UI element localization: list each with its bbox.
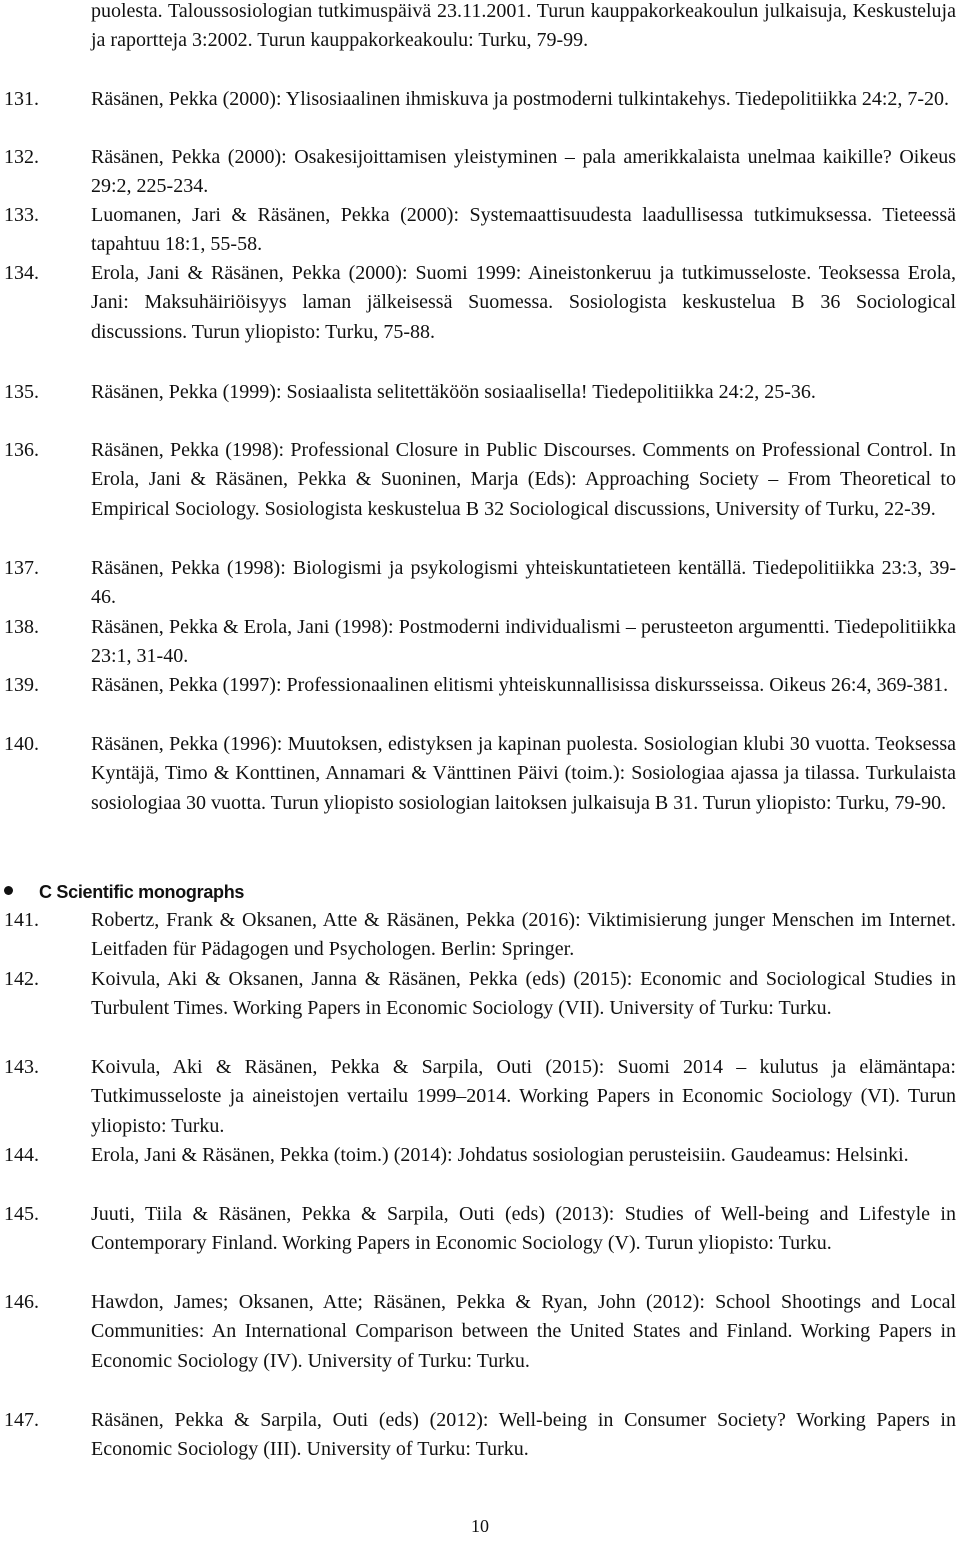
entry-text: Erola, Jani & Räsänen, Pekka (toim.) (2014): Johdatus sosiologian perusteisiin. Gaudeamus: Helsinki. xyxy=(91,1144,909,1166)
entry-number: 132. xyxy=(4,146,39,168)
section-title: C Scientific monographs xyxy=(39,882,245,902)
entry-number: 143. xyxy=(4,1056,39,1078)
entry-number: 142. xyxy=(4,968,39,990)
entry-text: Räsänen, Pekka (1999): Sosiaalista selitettäköön sosiaalisella! Tiedepolitiikka 24:2, 25-36. xyxy=(91,381,816,403)
entry-number: 136. xyxy=(4,439,39,461)
entry-number: 147. xyxy=(4,1409,39,1431)
entry-number: 135. xyxy=(4,381,39,403)
page-number: 10 xyxy=(471,1516,489,1536)
entry-text: Räsänen, Pekka (1997): Professionaalinen elitismi yhteiskunnallisissa diskursseissa. Oikeus 26:4, 369-381. xyxy=(91,674,949,696)
entry-text: Koivula, Aki & Räsänen, Pekka & Sarpila, Outi (2015): Suomi 2014 – kulutus ja elämäntapa: Tutkimusseloste ja aineistojen vertailu 1999–2014. Working Papers in Economic Sociology (VI). Turun yliopisto: Turku. xyxy=(91,1056,956,1137)
entry-text: Räsänen, Pekka & Erola, Jani (1998): Postmoderni individualismi – perusteeton argumentti. Tiedepolitiikka 23:1, 31-40. xyxy=(91,616,956,668)
entry-text: Räsänen, Pekka (1998): Biologismi ja psykologismi yhteiskuntatieteen kentällä. Tiedepolitiikka 23:3, 39-46. xyxy=(91,557,956,609)
section-heading xyxy=(0,878,960,908)
entry-number: 144. xyxy=(4,1144,39,1166)
entry-number: 133. xyxy=(4,204,39,226)
entry-text: Räsänen, Pekka (2000): Ylisosiaalinen ihmiskuva ja postmoderni tulkintakehys. Tiedepolitiikka 24:2, 7-20. xyxy=(91,88,950,110)
entry-text: Räsänen, Pekka (1996): Muutoksen, edistyksen ja kapinan puolesta. Sosiologian klubi 30 vuotta. Teoksessa Kyntäjä, Timo & Konttinen, Annamari & Vänttinen Päivi (toim.): Sosiologiaa ajassa ja tilassa. Turkulaista sosiologiaa 30 vuotta. Turun yliopisto sosiologian laitoksen julkaisuja B 31. Turun yliopisto: Turku, 79-90. xyxy=(91,733,956,814)
entry-text: Räsänen, Pekka & Sarpila, Outi (eds) (2012): Well-being in Consumer Society? Working Papers in Economic Sociology (III). University of Turku: Turku. xyxy=(91,1409,956,1461)
entry-number: 145. xyxy=(4,1203,39,1225)
entry-number: 134. xyxy=(4,262,39,284)
entry-number: 139. xyxy=(4,674,39,696)
entry-number: 138. xyxy=(4,616,39,638)
entry-text: Robertz, Frank & Oksanen, Atte & Räsänen, Pekka (2016): Viktimisierung junger Menschen im Internet. Leitfaden für Pädagogen und Psychologen. Berlin: Springer. xyxy=(91,909,956,961)
entry-number: 131. xyxy=(4,88,39,110)
entry-text: Hawdon, James; Oksanen, Atte; Räsänen, Pekka & Ryan, John (2012): School Shootings and Local Communities: An International Comparison between the United States and Finland. Working Papers in Economic Sociology (IV). University of Turku: Turku. xyxy=(91,1291,956,1372)
bullet-icon xyxy=(4,886,13,895)
entry-number: 140. xyxy=(4,733,39,755)
entry-text: Luomanen, Jari & Räsänen, Pekka (2000): Systemaattisuudesta laadullisessa tutkimuksessa. Tieteessä tapahtuu 18:1, 55-58. xyxy=(91,204,956,256)
entry-text: Erola, Jani & Räsänen, Pekka (2000): Suomi 1999: Aineistonkeruu ja tutkimusseloste. Teoksessa Erola, Jani: Maksuhäiriöisyys laman jälkeisessä Suomessa. Sosiologista keskustelua B 36 Sociological discussions. Turun yliopisto: Turku, 75-88. xyxy=(91,262,956,343)
entry-text: Räsänen, Pekka (2000): Osakesijoittamisen yleistyminen – pala amerikkalaista unelmaa kaikille? Oikeus 29:2, 225-234. xyxy=(91,146,956,198)
entry-text: Juuti, Tiila & Räsänen, Pekka & Sarpila, Outi (eds) (2013): Studies of Well-being and Lifestyle in Contemporary Finland. Working Papers in Economic Sociology (V). Turun yliopisto: Turku. xyxy=(91,1203,956,1255)
entry-number: 141. xyxy=(4,909,39,931)
continued-entry-text: puolesta. Taloussosiologian tutkimuspäivä 23.11.2001. Turun kauppakorkeakoulun julkaisuja, Keskusteluja ja raportteja 3:2002. Turun kauppakorkeakoulu: Turku, 79-99. xyxy=(91,0,956,52)
entry-text: Koivula, Aki & Oksanen, Janna & Räsänen, Pekka (eds) (2015): Economic and Sociological Studies in Turbulent Times. Working Papers in Economic Sociology (VII). University of Turku: Turku. xyxy=(91,968,956,1020)
entry-number: 137. xyxy=(4,557,39,579)
entry-text: Räsänen, Pekka (1998): Professional Closure in Public Discourses. Comments on Professional Control. In Erola, Jani & Räsänen, Pekka & Suoninen, Marja (Eds): Approaching Society – From Theoretical to Empirical Sociology. Sosiologista keskustelua B 32 Sociological discussions, University of Turku, 22-39. xyxy=(91,439,956,520)
entry-number: 146. xyxy=(4,1291,39,1313)
